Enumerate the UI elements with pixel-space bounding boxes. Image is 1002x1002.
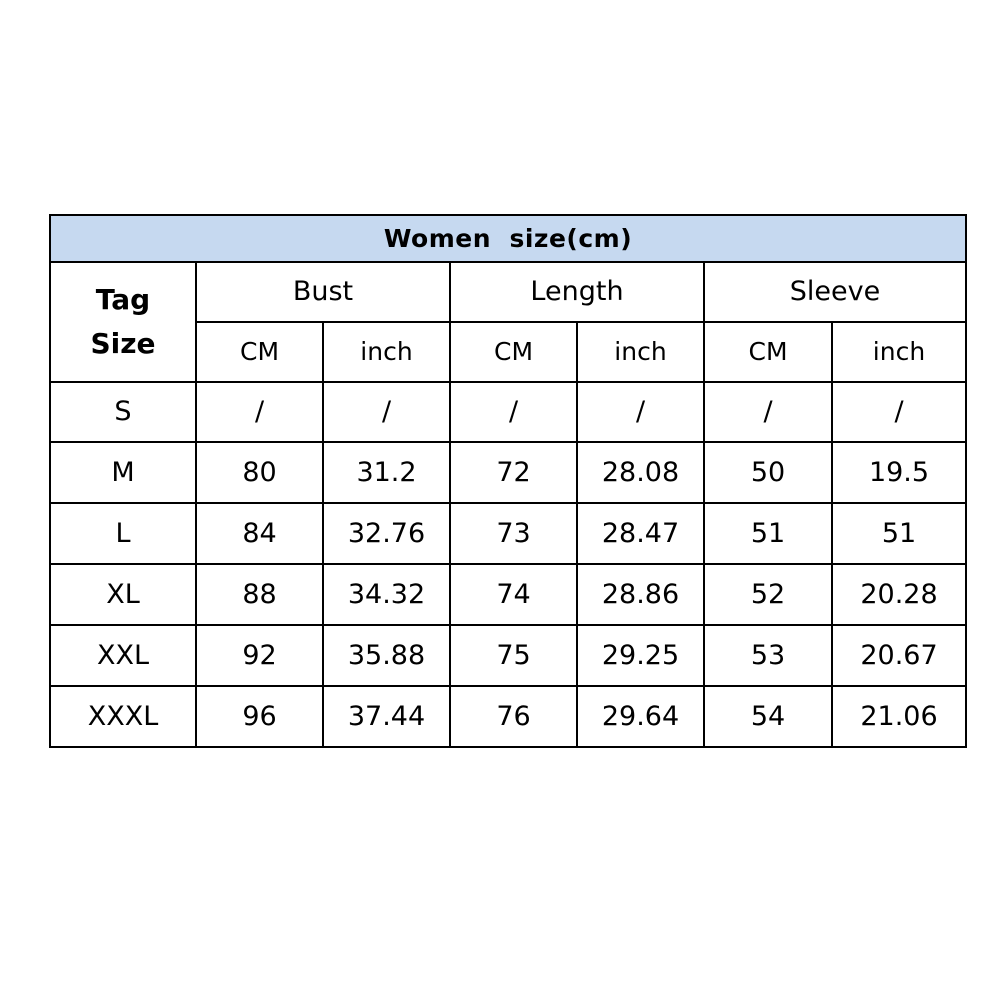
value-cell-bust-cm: / [196,382,323,443]
value-cell-sleeve-inch: 21.06 [832,686,966,747]
table-row [50,382,966,443]
tag-size-header-line-1: Tag [95,283,151,317]
measurement-group-row [50,262,966,322]
value-cell-length-inch: / [577,382,704,443]
value-cell-length-cm: 73 [450,503,577,564]
table-row [50,564,966,625]
unit-header-bust-inch: inch [323,322,450,382]
table-row [50,442,966,503]
title-row [50,215,966,262]
value-cell-length-inch: 28.47 [577,503,704,564]
table-row [50,625,966,686]
size-label-cell: M [50,442,196,503]
value-cell-length-inch: 29.64 [577,686,704,747]
value-cell-bust-inch: 31.2 [323,442,450,503]
value-cell-sleeve-cm: 52 [704,564,832,625]
value-cell-sleeve-inch: 20.67 [832,625,966,686]
value-cell-sleeve-cm: 54 [704,686,832,747]
value-cell-bust-cm: 96 [196,686,323,747]
value-cell-sleeve-cm: / [704,382,832,443]
tag-size-header-line-2: Size [90,326,156,360]
size-label-cell: XL [50,564,196,625]
value-cell-length-inch: 28.08 [577,442,704,503]
table-title: Women size(cm) [50,215,966,262]
value-cell-length-cm: 72 [450,442,577,503]
value-cell-sleeve-cm: 50 [704,442,832,503]
unit-header-bust-cm: CM [196,322,323,382]
value-cell-length-cm: 74 [450,564,577,625]
value-cell-bust-inch: 37.44 [323,686,450,747]
value-cell-bust-cm: 88 [196,564,323,625]
unit-header-sleeve-inch: inch [832,322,966,382]
tag-size-header [50,262,196,382]
value-cell-length-cm: 75 [450,625,577,686]
value-cell-length-inch: 28.86 [577,564,704,625]
value-cell-bust-inch: 35.88 [323,625,450,686]
value-cell-bust-inch: / [323,382,450,443]
value-cell-bust-inch: 32.76 [323,503,450,564]
value-cell-sleeve-cm: 51 [704,503,832,564]
table-row [50,686,966,747]
value-cell-sleeve-cm: 53 [704,625,832,686]
size-label-cell: L [50,503,196,564]
table-row [50,503,966,564]
value-cell-length-inch: 29.25 [577,625,704,686]
unit-header-length-inch: inch [577,322,704,382]
size-label-cell: S [50,382,196,443]
value-cell-sleeve-inch: / [832,382,966,443]
value-cell-bust-cm: 92 [196,625,323,686]
value-cell-bust-inch: 34.32 [323,564,450,625]
group-header-bust: Bust [196,262,450,322]
unit-header-length-cm: CM [450,322,577,382]
value-cell-bust-cm: 84 [196,503,323,564]
size-label-cell: XXL [50,625,196,686]
group-header-sleeve: Sleeve [704,262,966,322]
value-cell-length-cm: / [450,382,577,443]
unit-header-sleeve-cm: CM [704,322,832,382]
group-header-length: Length [450,262,704,322]
size-chart-table [49,214,967,748]
size-rows [50,382,966,748]
value-cell-bust-cm: 80 [196,442,323,503]
value-cell-sleeve-inch: 19.5 [832,442,966,503]
value-cell-sleeve-inch: 51 [832,503,966,564]
value-cell-sleeve-inch: 20.28 [832,564,966,625]
size-label-cell: XXXL [50,686,196,747]
value-cell-length-cm: 76 [450,686,577,747]
